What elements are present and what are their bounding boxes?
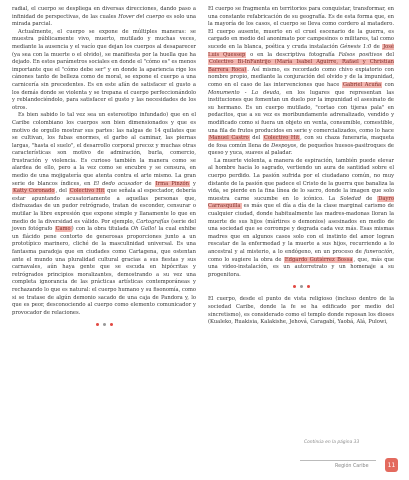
- paragraph: [208, 6, 394, 158]
- text: La muerte violenta, a manera de espiración, también puede elevar al hombre hacia lo sagrado, vertiendo un aura de santidad sobre el cuerpo perdido. La pasión sufrida por el ciudadano común, no muy distante de la pasión que padece el Cristo de la guerra que banaliza la vida, se pierde en la fina línea de lo sacro, donde la imagen que solo muestra carne sucumbe en lo icónico. La: [208, 157, 394, 202]
- artwork-title: Despoyos: [271, 142, 297, 149]
- artwork-title: Hover del cuerpo: [118, 13, 165, 20]
- text: y: [189, 180, 196, 187]
- right-column: [208, 6, 394, 327]
- left-column: [12, 6, 196, 334]
- text: . Así mismo, es recordado como chivo expiatorio con nombre propio, mediante la conjuración del olvido y de la impunidad, como en el caso de las intervenciones que hace: [208, 66, 394, 88]
- artist-name: Colectivo Bi-InFantrijo (María Isabel Aguirre, Rafael y Christian Barrera Roca): [208, 59, 394, 73]
- text: de: [371, 43, 383, 50]
- text: , con su chaza funeraria, maqueta de fosa común llena de: [208, 135, 394, 149]
- text: quilates que se cultivan, los fubas enormes, el garbo al caminar, las piernas largas, "hasta el suelo", el desarrollo corporal precoz y muchas otras características son motivo de admiración, burla, comercio, frustración y violencia. Es curioso también la manera como se alardea de ello, pero a la vez como se encubre y se censura, en medio de una mojigatería que atenta contra el arte mismo. La gran serie de blancos índices, en: [12, 127, 197, 187]
- text: 14: [154, 127, 161, 134]
- artwork-title: Oh Gallo!: [130, 226, 157, 233]
- text: o en la descriptiva fotografía: [246, 51, 339, 58]
- text: de: [361, 195, 378, 202]
- artwork-title: Monumento - La deuda: [208, 89, 280, 96]
- artist-name: Edgardo Gutiérrez Bossa: [284, 256, 353, 263]
- divider-dot: [293, 285, 296, 288]
- artwork-title: El dedo acusador: [93, 180, 143, 187]
- paragraph: [208, 158, 394, 280]
- section-divider: [12, 323, 196, 326]
- text: la cual exhibe un flácido pene contorto de generosas proporciones junto a un prototípico marinero, cliché de la masculinidad universal. Es una fantasma paradoja que en ciudades como Cartagena, que ostentan ante el mundo una pluralidad cultural gracias a sus fiestas y sus carnavales, aún haya gente que se escuda en hipócritas y retrógrados principios moralizantes, demostrando a su vez una completa ignorancia de las prácticas artísticas contemporáneas y rechazando lo que es natural: el cuerpo humano y su fisonomía, como si se tratase de algún demonio sacado de una caja de Pandora y, lo que es peor, desconociendo al cuerpo como elemento comunicador y provocador de relaciones.: [12, 226, 196, 316]
- artwork-title: Génesis 1:0: [340, 43, 372, 50]
- artwork-title: Falsos positivos: [338, 51, 383, 58]
- text: Es bien sabido lo tal vez sea un estereotipo infundado) que en el Caribe colombiano los cuerpos son bien dimensionados y que es motivo de orgullo mostrar sus partes: las nalgas de: [12, 112, 196, 134]
- artist-name: Camo: [55, 226, 71, 233]
- text: , que, más que una video-instalación, es un autorretrato y un homenaje a su progenitora.: [208, 256, 394, 278]
- text: ) con la obra titulada: [71, 226, 131, 233]
- artist-name: Irma Pinzón: [155, 180, 189, 187]
- divider-dot: [103, 323, 106, 326]
- divider-dot: [307, 285, 310, 288]
- artist-name: Dayro Carrasquilla: [208, 195, 394, 210]
- text: , de pequeños huesos-pasitroques de queso y yuca, suaves al paladar.: [208, 142, 394, 157]
- artist-name: Katty Coronado: [13, 188, 55, 195]
- artist-name: Gabriel Acuña: [342, 81, 382, 88]
- footer-rule: [300, 460, 376, 461]
- paragraph: [12, 6, 196, 29]
- divider-dot: [300, 285, 303, 288]
- text: radial, el cuerpo se despliega en diversas direcciones, dando paso a infinidad de perspectivas, de las cuales: [12, 6, 196, 20]
- text: del: [382, 51, 395, 58]
- artist-name: Colectivo Hit: [263, 135, 300, 142]
- footer-section-label: Región Caribe: [335, 464, 369, 469]
- page-number: 11: [385, 458, 398, 472]
- text: El cuerpo se fragmenta en territorios para conquistar, transformar, en una constante refabricación de su geografía. Es de esta forma que, en la mayoría de los casos, el cuerpo se lleva como cordero al matadero. El cuerpo ausente, muerto en el cruel escenario de la guerra, es cargado en medio del anonimato por campesinos o militares, tal como sucede en la blanca, poética y cruda instalación: [208, 6, 394, 50]
- paragraph: El cuerpo, desde el punto de vista religioso (incluso dentro de la sociedad Caribe, donde la fe se ha edificado por medio del sincretismo), es considerado como el templo donde reposan los dioses (Kualeko, Ruakisia, Kalakishe, Jehová, Caragabí, Yaobá, Alá, Pulowi,: [208, 296, 394, 326]
- text: , en los lugares que representan las instituciones que fomentan un duelo por la impunidad el asesinato de su hermano. Es un cuerpo mutilado, "cortao con tijeras pala" en pedacitos, que a su vez es moribundamente adrenalizado, vendido y modificado como si fuera un objeto en venta, consumible, comestible, una fila de frutos producidos en serie y comercializados, como lo hace: [208, 89, 394, 134]
- text: es solo una mirada parcial.: [12, 13, 196, 28]
- divider-dot: [96, 323, 99, 326]
- text: que señala al espectador, debería estar apuntando acusatoriamente a aquellas personas que, disfrazadas de un pudor retrógrado, tratan de esconder, censurar o mutilar la libre expresión que expone simple y llanamente lo que en medio de la diversidad es válido. Por ejemplo,: [12, 188, 196, 225]
- text: es más que el día a día de la clase marginal carismo de cualquier ciudad, donde habitualmente las madres-madonas lloran la muerte de sus hijos (mártires o demonios) asesinados en medio de una sociedad que se corrompe y degrada cada vez más. Esas mismas madres que en algunos casos solo con el instinto del amor logran rescatar de la enfermedad y la muerte a sus hijos, recurriendo a lo ancestral y al misterio, a lo endógeno, en un proceso de: [208, 203, 394, 255]
- text: (serie del joven fotógrafo: [12, 218, 196, 233]
- continued-note: Continúa en la página 33: [304, 440, 360, 445]
- artist-name: Manuel Castro: [209, 135, 249, 142]
- artwork-title: Soledad: [339, 195, 362, 202]
- artist-name: José Luis Quessep: [208, 43, 394, 58]
- paragraph: [12, 112, 196, 317]
- divider-dot: [110, 323, 113, 326]
- section-divider: [208, 285, 394, 288]
- artist-name: Colectivo Hit: [69, 188, 105, 195]
- artwork-title: Cartografías: [136, 218, 170, 225]
- text: con: [382, 81, 394, 88]
- text: funeración: [364, 249, 393, 255]
- text: , como lo sugiere la obra de: [208, 249, 394, 263]
- text: del: [249, 135, 263, 142]
- text: de: [142, 180, 155, 187]
- paragraph: Actualmente, el cuerpo se expone de múltiples maneras: se muestra públicamente vivo, muerto, mutilado y muchas veces, mediante la ausencia y el vacío que dejan los cuerpos al desaparecer (ya sea con la muerte o el olvido), se manifiesta por la huella que ha dejado. En estos parámetros sociales en donde el "cómo es" es menos importante que el "cómo debe ser" y en donde la apariencia rige los cánones tanto de belleza como de moral, se expone el cuerpo a una carnicería sin precedentes. Es en este afán de satisfacer el gusto a los demás donde se violenta y se trepana el cuerpo perfeccionándolo y reblandeciéndolo, para satisfacer el gusto y las necesidades de los otros.: [12, 28, 196, 111]
- text: , del: [55, 188, 69, 195]
